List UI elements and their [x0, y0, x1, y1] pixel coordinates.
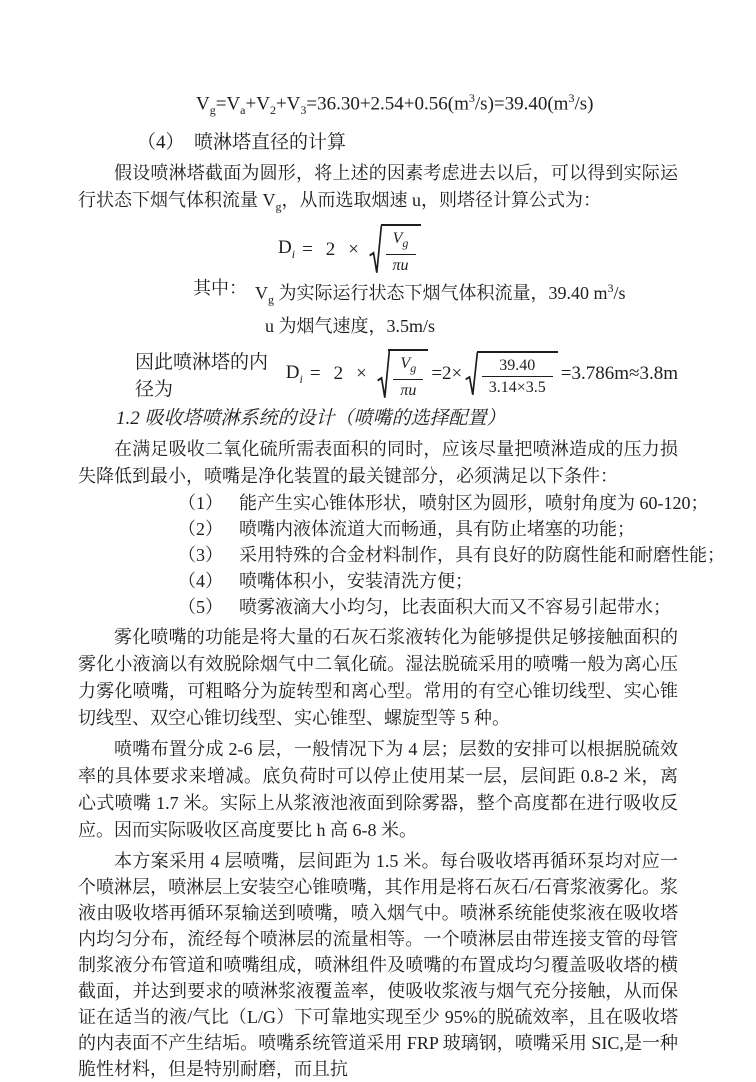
heading-item-4: （4） 喷淋塔直径的计算 [137, 132, 347, 154]
square-root [369, 224, 421, 275]
where-clause-line1 [193, 275, 678, 314]
condition-item-3: （3） 采用特殊的合金材料制作，具有良好的防腐性能和耐磨性能； [178, 545, 725, 566]
times-sign: × [356, 363, 367, 385]
formula-diameter-result [135, 348, 678, 400]
result-value: =3.786m≈3.8m [560, 363, 678, 385]
condition-item-4: （4） 喷嘴体积小，安装清洗方便； [178, 571, 473, 592]
para-nozzle-layers: 喷嘴布置分成 2-6 层，一般情况下为 4 层；层数的安排可以根据脱硫效率的具体要求来增减。底负荷时可以停止使用某一层，层间距 0.8-2 米，离心式喷嘴 1.7 米。实际上从浆液池液面到除雾器，整个高度都在进行吸收反应。因而实际吸收区高度要比 h 高 6-8 米。 [78, 739, 678, 841]
condition-item-5: （5） 喷雾液滴大小均匀，比表面积大而又不容易引起带水； [178, 597, 671, 618]
para-design-scheme: 本方案采用 4 层喷嘴，层间距为 1.5 米。每台吸收塔再循环泵均对应一个喷淋层，喷淋层上安装空心锥喷嘴，其作用是将石灰石/石膏浆液雾化。浆液由吸收塔再循环泵输送到喷嘴，喷入烟气中。喷淋系统能使浆液在吸收塔内均匀分布，流经每个喷淋层的流量相等。一个喷淋层由带连接支管的母管制浆液分布管道和喷嘴组成，喷淋组件及喷嘴的布置成均匀覆盖吸收塔的横截面，并达到要求的喷淋浆液覆盖率，使吸收浆液与烟气充分接触，从而保证在适当的液/气比（L/G）下可靠地实现至少 95%的脱硫效率，且在吸收塔的内表面不产生结垢。喷嘴系统管道采用 FRP 玻璃钢，喷嘴采用 SIC,是一种脆性材料，但是特别耐磨，而且抗 [78, 851, 678, 1080]
factor-two: 2 [325, 238, 336, 260]
where-vg-definition: $V_g$ 为实际运行状态下烟气体积流量，39.40 $m^3/s$ [255, 280, 626, 307]
para-assumption: 假设喷淋塔截面为圆形，将上述的因素考虑进去以后，可以得到实际运行状态下烟气体积流量 $V_g$，从而选取烟速 u，则塔径计算公式为： [78, 163, 678, 214]
factor-two: 2 [333, 363, 344, 385]
para-requirements: 在满足吸收二氧化硫所需表面积的同时，应该尽量把喷淋造成的压力损失降低到最小，喷嘴是净化装置的最关键部分，必须满足以下条件： [78, 439, 678, 487]
formula-flue-gas-volume: $V_g=V_a+V_2+V_3=36.30+2.54+0.56(m^3/s)=39.40(m^3/s)$ [196, 91, 594, 118]
nozzle-conditions-list [78, 490, 725, 620]
fraction-vg-piu: $\frac{V_g}{\pi u}$ [386, 229, 416, 275]
formula-var-d: $D_i$ [285, 361, 303, 386]
para-atomizer-function: 雾化喷嘴的功能是将大量的石灰石浆液转化为能够提供足够接触面积的雾化小液滴以有效脱除烟气中二氧化硫。湿法脱硫采用的喷嘴一般为离心压力雾化喷嘴，可粗略分为旋转型和离心型。常用的有空心锥切线型、实心锥切线型、双空心锥切线型、实心锥型、螺旋型等 5 种。 [78, 627, 678, 729]
equals-sign: = [302, 238, 313, 260]
square-root [465, 351, 558, 397]
condition-item-1: （1） 能产生实心锥体形状，喷射区为圆形，喷射角度为 60-120； [178, 493, 709, 514]
formula-tower-diameter [278, 225, 678, 275]
equals-sign: = [309, 363, 321, 385]
fraction-vg-piu: $\frac{V_g}{\pi u}$ [393, 354, 423, 400]
condition-item-2: （2） 喷嘴内液体流道大而畅通，具有防止堵塞的功能； [178, 519, 635, 540]
heading-section-1-2: 1.2 吸收塔喷淋系统的设计（喷嘴的选择配置） [116, 408, 506, 430]
result-prefix: 因此喷淋塔的内径为 [135, 352, 269, 401]
where-label: 其中： [193, 277, 247, 298]
formula-var-d: $D_i$ [278, 237, 296, 262]
where-u-definition: u 为烟气速度，3.5m/s [265, 316, 436, 337]
square-root [377, 349, 429, 400]
fraction-values: $\frac{39.40}{3.14\times 3.5}$ [482, 356, 553, 397]
times-sign: × [348, 238, 360, 260]
equals-two-times: =2× [431, 363, 463, 385]
